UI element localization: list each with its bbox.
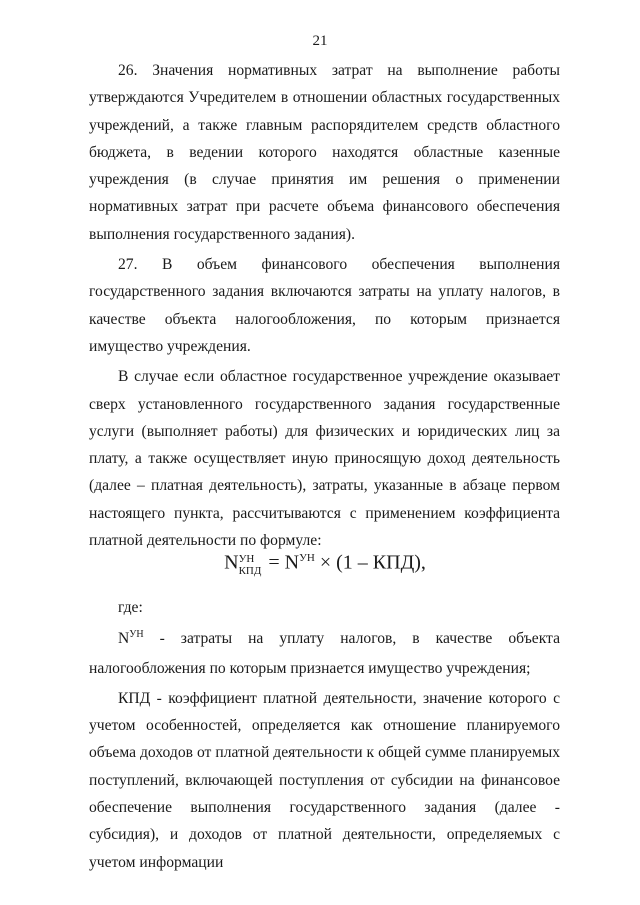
document-body bbox=[89, 57, 560, 554]
formula-rhs-tail: × (1 – КПД), bbox=[319, 551, 426, 574]
formula-lhs-symbol: N bbox=[224, 551, 239, 574]
formula-rhs: = N bbox=[268, 551, 300, 574]
definition-n bbox=[89, 625, 560, 682]
definition-n-text: - затраты на уплату налогов, в качестве объекта налогообложения по которым признается имущество учреждения; bbox=[89, 630, 560, 677]
definitions-block bbox=[89, 594, 560, 876]
page-number: 21 bbox=[312, 33, 328, 49]
formula-lhs-sup: УН bbox=[238, 553, 255, 566]
formula bbox=[0, 534, 640, 590]
formula-lhs-indices bbox=[239, 553, 262, 577]
definition-kpd: КПД - коэффициент платной деятельности, значение которого с учетом особенностей, определяется как отношение планируемого объема доходов от платной деятельности к общей сумме планируемых поступлений, включающей поступления от субсидии на финансовое обеспечение выполнения государственного задания (далее - субсидия), и доходов от платной деятельности, определяемых с учетом информации bbox=[89, 689, 560, 871]
paragraph-26: 26. Значения нормативных затрат на выполнение работы утверждаются Учредителем в отношении областных государственных учреждений, а также главным распорядителем средств областного бюджета, в ведении которого находятся областные казенные учреждения (в случае принятия им решения о применении нормативных затрат при расчете объема финансового обеспечения выполнения государственного задания). bbox=[89, 62, 560, 243]
formula-lhs-sub: КПД bbox=[238, 565, 262, 578]
paragraph-27: 27. В объем финансового обеспечения выполнения государственного задания включаются затраты на уплату налогов, в качестве объекта налогообложения, по которым признается имущество учреждения. bbox=[89, 256, 560, 355]
definition-n-sup: УН bbox=[129, 629, 144, 641]
where-label: где: bbox=[118, 599, 143, 616]
paragraph-paid-activity: В случае если областное государственное учреждение оказывает сверх установленного государственного задания государственные услуги (выполняет работы) для физических и юридических лиц за плату, а также осуществляет иную приносящую доход деятельность (далее – платная деятельность), затраты, указанные в абзаце первом настоящего пункта, рассчитываются с применением коэффициента платной деятельности по формуле: bbox=[89, 368, 560, 550]
definition-n-symbol: N bbox=[118, 630, 130, 648]
formula-rhs-sup: УН bbox=[299, 551, 315, 564]
